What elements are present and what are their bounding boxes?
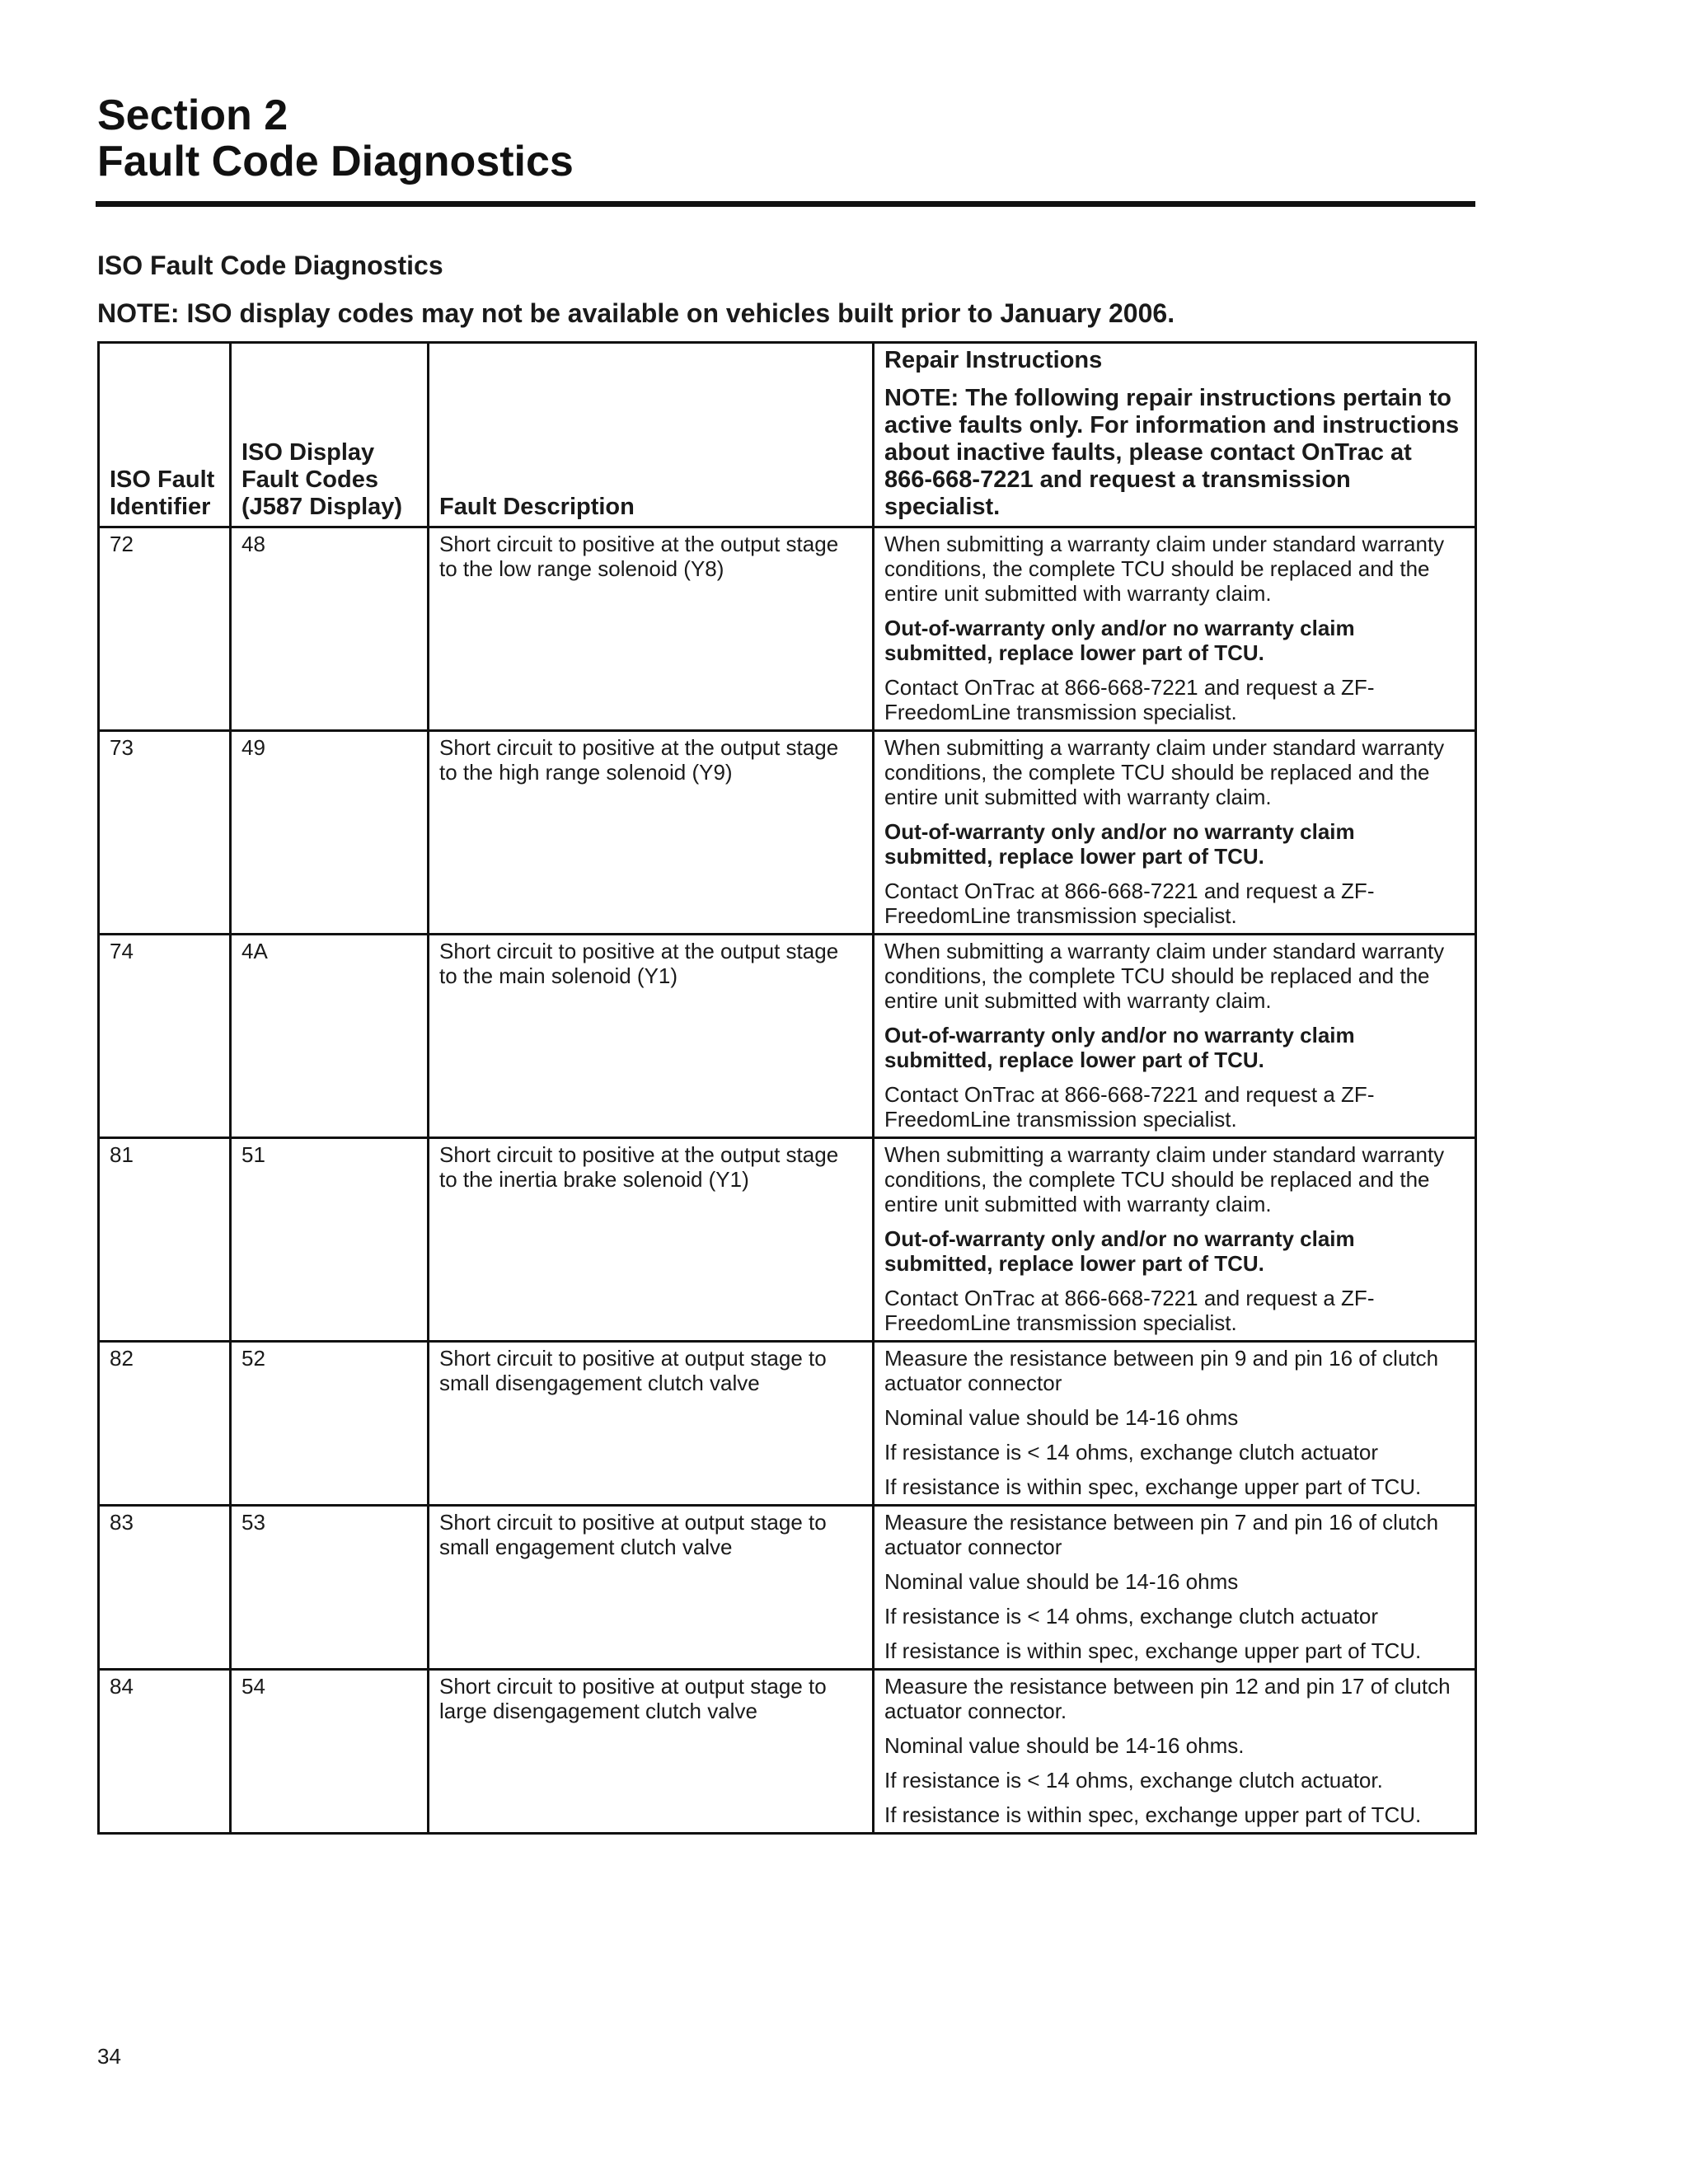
repair-step: Measure the resistance between pin 7 and pin 16 of clutch actuator connector (884, 1510, 1439, 1559)
repair-step: Nominal value should be 14-16 ohms (884, 1405, 1239, 1430)
header-fault-description: Fault Description (429, 343, 874, 527)
table-row (99, 1670, 1476, 1834)
page-number: 34 (97, 2044, 121, 2069)
header-line: ISO Fault (110, 466, 215, 493)
page-header (97, 92, 1475, 185)
repair-step: When submitting a warranty claim under standard warranty conditions, the complete TCU should be replaced and the entire unit submitted with warranty claim. (884, 735, 1445, 809)
table-header-row (99, 343, 1476, 527)
iso-display-code-cell: 4A (231, 935, 429, 1138)
repair-step: If resistance is < 14 ohms, exchange clutch actuator (884, 1604, 1379, 1629)
repair-instructions-cell (874, 1670, 1476, 1834)
iso-fault-identifier-cell: 83 (99, 1506, 231, 1670)
header-line: ISO Display (241, 439, 375, 466)
repair-step: Out-of-warranty only and/or no warranty claim submitted, replace lower part of TCU. (884, 1023, 1355, 1072)
header-line: Identifier (110, 494, 211, 520)
repair-instructions-cell (874, 1342, 1476, 1506)
iso-fault-identifier-cell: 74 (99, 935, 231, 1138)
iso-display-code-cell: 53 (231, 1506, 429, 1670)
header-repair-instructions (874, 343, 1476, 527)
iso-display-code-cell: 52 (231, 1342, 429, 1506)
iso-display-code-cell: 48 (231, 527, 429, 731)
header-line: Fault Codes (241, 466, 378, 493)
iso-fault-identifier-cell: 72 (99, 527, 231, 731)
table-row (99, 1138, 1476, 1342)
fault-description-cell: Short circuit to positive at output stage to large disengagement clutch valve (429, 1670, 874, 1834)
repair-instructions-cell (874, 935, 1476, 1138)
repair-step: Measure the resistance between pin 9 and pin 16 of clutch actuator connector (884, 1346, 1439, 1395)
repair-step: When submitting a warranty claim under standard warranty conditions, the complete TCU should be replaced and the entire unit submitted with warranty claim. (884, 939, 1445, 1013)
header-iso-fault-identifier (99, 343, 231, 527)
repair-step: If resistance is < 14 ohms, exchange clutch actuator. (884, 1768, 1383, 1793)
fault-description-cell: Short circuit to positive at the output stage to the low range solenoid (Y8) (429, 527, 874, 731)
iso-display-code-cell: 49 (231, 731, 429, 935)
header-rule (96, 201, 1475, 207)
table-row (99, 935, 1476, 1138)
fault-description-cell: Short circuit to positive at output stage to small engagement clutch valve (429, 1506, 874, 1670)
repair-step: If resistance is within spec, exchange upper part of TCU. (884, 1802, 1422, 1827)
table-row (99, 527, 1476, 731)
iso-fault-identifier-cell: 84 (99, 1670, 231, 1834)
repair-step: Contact OnTrac at 866-668-7221 and request a ZF-FreedomLine transmission specialist. (884, 879, 1375, 928)
header-iso-display-codes (231, 343, 429, 527)
iso-fault-identifier-cell: 82 (99, 1342, 231, 1506)
subheading: ISO Fault Code Diagnostics (97, 251, 443, 280)
repair-step: Contact OnTrac at 866-668-7221 and request a ZF-FreedomLine transmission specialist. (884, 1082, 1375, 1132)
repair-step: Out-of-warranty only and/or no warranty claim submitted, replace lower part of TCU. (884, 616, 1355, 665)
repair-step: If resistance is < 14 ohms, exchange clutch actuator (884, 1440, 1379, 1465)
repair-instructions-cell (874, 527, 1476, 731)
iso-fault-identifier-cell: 81 (99, 1138, 231, 1342)
page-title: Fault Code Diagnostics (97, 138, 574, 185)
table-row (99, 1506, 1476, 1670)
repair-step: When submitting a warranty claim under standard warranty conditions, the complete TCU should be replaced and the entire unit submitted with warranty claim. (884, 532, 1445, 606)
repair-header-title: Repair Instructions (884, 347, 1103, 373)
section-label: Section 2 (97, 91, 288, 139)
iso-display-code-cell: 54 (231, 1670, 429, 1834)
table-body (99, 527, 1476, 1834)
repair-header-note: NOTE: The following repair instructions pertain to active faults only. For information and instructions about inactive faults, please contact OnTrac at 866-668-7221 and request a transmission specialist. (884, 385, 1460, 520)
header-line: (J587 Display) (241, 494, 403, 520)
fault-code-table (97, 341, 1477, 1835)
fault-description-cell: Short circuit to positive at the output stage to the main solenoid (Y1) (429, 935, 874, 1138)
repair-instructions-cell (874, 731, 1476, 935)
repair-step: If resistance is within spec, exchange upper part of TCU. (884, 1474, 1422, 1499)
note: NOTE: ISO display codes may not be available on vehicles built prior to January 2006. (97, 298, 1175, 328)
repair-instructions-cell (874, 1138, 1476, 1342)
repair-step: Contact OnTrac at 866-668-7221 and request a ZF-FreedomLine transmission specialist. (884, 675, 1375, 724)
repair-instructions-cell (874, 1506, 1476, 1670)
fault-description-cell: Short circuit to positive at the output stage to the high range solenoid (Y9) (429, 731, 874, 935)
fault-description-cell: Short circuit to positive at output stage to small disengagement clutch valve (429, 1342, 874, 1506)
table-row (99, 1342, 1476, 1506)
table-row (99, 731, 1476, 935)
repair-step: Nominal value should be 14-16 ohms (884, 1569, 1239, 1594)
repair-step: Measure the resistance between pin 12 and pin 17 of clutch actuator connector. (884, 1674, 1451, 1723)
repair-step: When submitting a warranty claim under standard warranty conditions, the complete TCU should be replaced and the entire unit submitted with warranty claim. (884, 1142, 1445, 1216)
repair-step: Contact OnTrac at 866-668-7221 and request a ZF-FreedomLine transmission specialist. (884, 1286, 1375, 1335)
repair-step: Nominal value should be 14-16 ohms. (884, 1733, 1245, 1758)
repair-step: Out-of-warranty only and/or no warranty claim submitted, replace lower part of TCU. (884, 1226, 1355, 1276)
iso-fault-identifier-cell: 73 (99, 731, 231, 935)
iso-display-code-cell: 51 (231, 1138, 429, 1342)
repair-step: Out-of-warranty only and/or no warranty claim submitted, replace lower part of TCU. (884, 819, 1355, 869)
repair-step: If resistance is within spec, exchange upper part of TCU. (884, 1638, 1422, 1663)
fault-description-cell: Short circuit to positive at the output stage to the inertia brake solenoid (Y1) (429, 1138, 874, 1342)
